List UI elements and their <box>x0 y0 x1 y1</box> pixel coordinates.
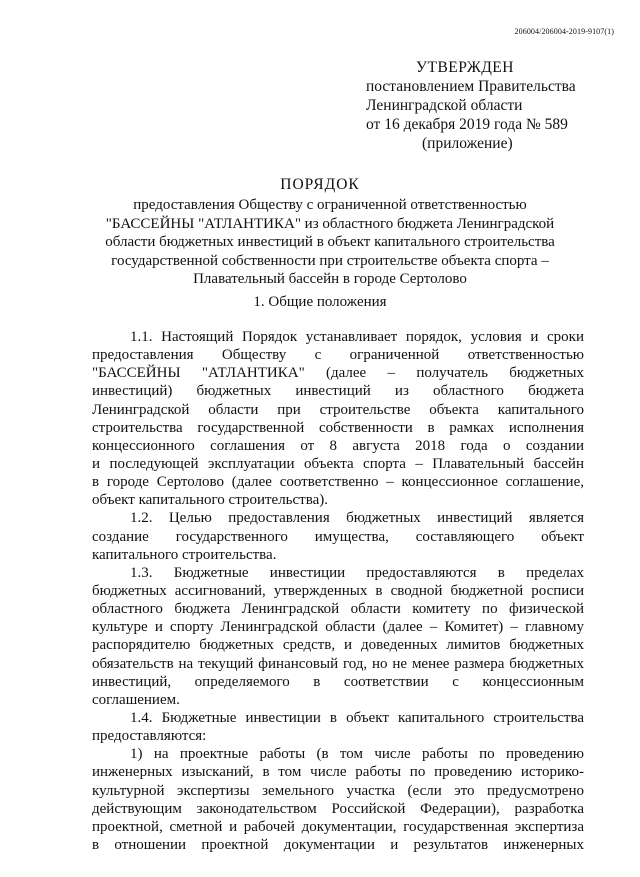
body-line: 1.2. Целью предоставления бюджетных инвестиций является <box>130 510 584 527</box>
body-line: инженерных изысканий, в том числе работы по проведению историко- <box>92 764 584 781</box>
document-body <box>92 328 584 854</box>
approval-line: (приложение) <box>422 135 513 152</box>
body-line: создание государственного имущества, составляющего объект <box>92 528 584 545</box>
body-line: объект капитального строительства). <box>92 492 329 509</box>
body-line: 1.3. Бюджетные инвестиции предоставляются в пределах <box>130 564 584 581</box>
body-line: областного бюджета Ленинградской области комитету по физической <box>92 601 584 618</box>
body-line: капитального строительства. <box>92 546 277 563</box>
document-title: ПОРЯДОК <box>280 176 360 193</box>
approval-block <box>366 58 606 153</box>
body-line: проектной, сметной и рабочей документации, государственная экспертиза <box>92 818 584 835</box>
approval-line: постановлением Правительства <box>366 78 576 95</box>
body-line: действующим законодательством Российской Федерации), разработка <box>92 800 584 817</box>
body-line: 1.4. Бюджетные инвестиции в объект капитального строительства <box>130 709 584 726</box>
approval-line: от 16 декабря 2019 года № 589 <box>366 116 568 133</box>
body-line: инвестиций) бюджетных инвестиций из областного бюджета <box>92 383 584 400</box>
body-line: инвестиций, определяемого в соответствии с концессионным <box>92 673 584 690</box>
body-line: распорядителю бюджетных средств, и доведенных лимитов бюджетных <box>92 637 584 654</box>
body-line: обязательств на текущий финансовый год, но не менее размера бюджетных <box>92 655 584 672</box>
subtitle-line: области бюджетных инвестиций в объект капитального строительства <box>105 234 555 251</box>
document-id: 206004/206004-2019-9107(1) <box>514 27 614 36</box>
body-line: концессионного соглашения от 8 августа 2018 года о создании <box>92 437 584 454</box>
approval-line: УТВЕРЖДЕН <box>416 59 514 76</box>
subtitle-line: "БАССЕЙНЫ "АТЛАНТИКА" из областного бюджета Ленинградской <box>105 215 555 232</box>
document-subtitle <box>60 196 600 289</box>
approval-line: Ленинградской области <box>366 97 523 114</box>
body-line: "БАССЕЙНЫ "АТЛАНТИКА" (далее – получатель бюджетных <box>92 365 584 382</box>
body-line: 1.1. Настоящий Порядок устанавливает порядок, условия и сроки <box>130 329 584 345</box>
body-line: бюджетных ассигнований, утвержденных в сводной бюджетной росписи <box>92 582 584 599</box>
body-line: в отношении проектной документации и результатов инженерных <box>92 836 584 853</box>
body-line: строительства государственной собственности в рамках исполнения <box>92 419 584 436</box>
subtitle-line: предоставления Обществу с ограниченной ответственностью <box>133 197 527 213</box>
body-line: и последующей эксплуатации объекта спорта – Плавательный бассейн <box>92 455 584 472</box>
body-line: Ленинградской области при строительстве объекта капитального <box>92 401 584 418</box>
body-line: в городе Сертолово (далее соответственно – концессионное соглашение, <box>92 474 584 491</box>
body-line: культурной экспертизы земельного участка (если это предусмотрено <box>92 782 584 799</box>
subtitle-line: Плавательный бассейн в городе Сертолово <box>193 271 467 288</box>
subtitle-line: государственной собственности при строительстве объекта спорта – <box>111 252 549 269</box>
section-heading: 1. Общие положения <box>253 294 387 310</box>
body-line: культуре и спорту Ленинградской области (далее – Комитет) – главному <box>92 619 584 636</box>
body-line: предоставления Обществу с ограниченной ответственностью <box>92 347 584 364</box>
body-line: соглашением. <box>92 691 180 708</box>
body-line: предоставляются: <box>92 728 207 745</box>
body-line: 1) на проектные работы (в том числе работы по проведению <box>130 746 584 763</box>
